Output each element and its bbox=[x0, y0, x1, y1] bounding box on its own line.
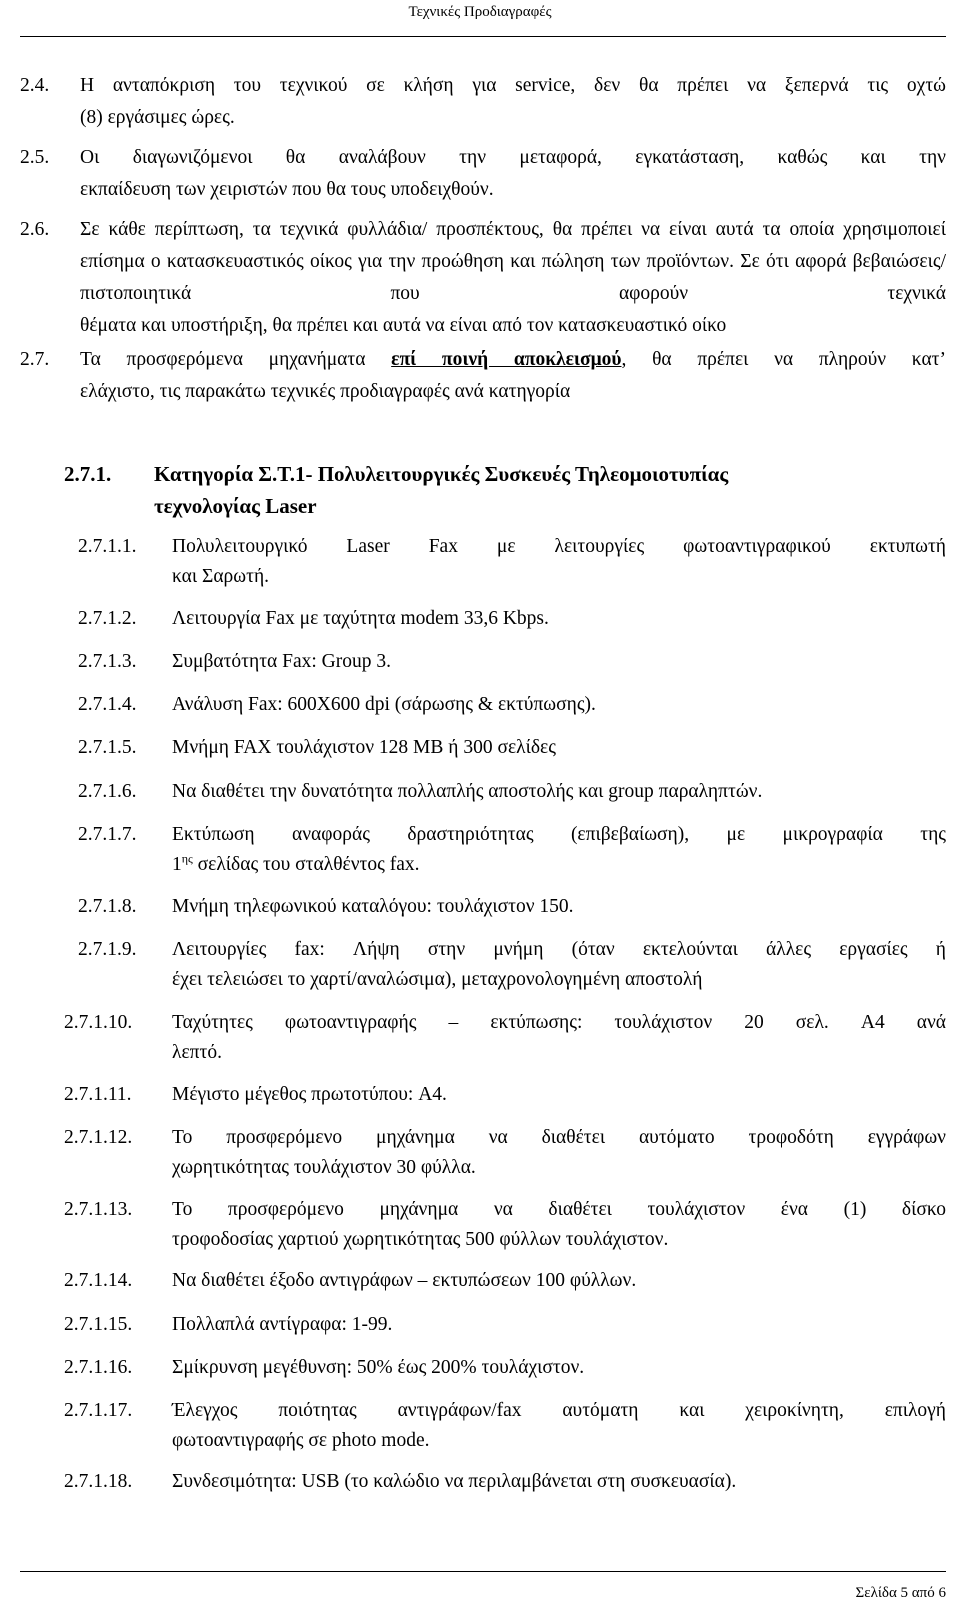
spec-item bbox=[64, 1266, 946, 1296]
section-text-line: Η ανταπόκριση του τεχνικού σε κλήση για service, δεν θα πρέπει να ξεπερνά τις οχτώ bbox=[80, 75, 946, 96]
item-text: και Σαρωτή. bbox=[172, 566, 270, 587]
header-divider bbox=[20, 36, 946, 37]
section-2-4 bbox=[20, 70, 946, 134]
spec-item bbox=[64, 820, 946, 880]
item-text: Το προσφερόμενο μηχάνημα να διαθέτει τουλάχιστον ένα (1) δίσκο bbox=[172, 1199, 946, 1220]
item-number: 2.7.1.15. bbox=[64, 1314, 133, 1335]
item-number: 2.7.1.4. bbox=[78, 694, 137, 715]
item-number: 2.7.1.9. bbox=[78, 939, 137, 960]
section-2-6 bbox=[20, 214, 946, 342]
section-number: 2.6. bbox=[20, 219, 50, 240]
section-2-5 bbox=[20, 142, 946, 206]
emphasis-text: επί ποινή αποκλεισμού bbox=[391, 349, 622, 370]
section-number: 2.7. bbox=[20, 349, 50, 370]
item-text: τροφοδοσίας χαρτιού χωρητικότητας 500 φύλλων τουλάχιστον. bbox=[172, 1229, 669, 1250]
spec-item bbox=[64, 1353, 946, 1383]
item-number: 2.7.1.2. bbox=[78, 608, 137, 629]
spec-item bbox=[64, 690, 946, 720]
spec-item bbox=[64, 604, 946, 634]
section-text-line: ελάχιστο, τις παρακάτω τεχνικές προδιαγραφές ανά κατηγορία bbox=[80, 381, 571, 402]
spec-item bbox=[64, 1080, 946, 1110]
spec-item bbox=[64, 1467, 946, 1497]
item-text: Να διαθέτει την δυνατότητα πολλαπλής αποστολής και group παραληπτών. bbox=[172, 781, 763, 802]
spec-item bbox=[64, 1195, 946, 1255]
item-text: Έλεγχος ποιότητας αντιγράφων/fax αυτόματη και χειροκίνητη, επιλογή bbox=[172, 1400, 946, 1421]
spec-item bbox=[64, 647, 946, 677]
item-number: 2.7.1.12. bbox=[64, 1127, 133, 1148]
item-text: Μνήμη τηλεφωνικού καταλόγου: τουλάχιστον 150. bbox=[172, 896, 574, 917]
item-number: 2.7.1.16. bbox=[64, 1357, 133, 1378]
spec-item bbox=[64, 1396, 946, 1456]
item-number: 2.7.1.11. bbox=[64, 1084, 132, 1105]
item-number: 2.7.1.3. bbox=[78, 651, 137, 672]
item-text: Να διαθέτει έξοδο αντιγράφων – εκτυπώσεων 100 φύλλων. bbox=[172, 1270, 637, 1291]
text-fragment: Τα προσφερόμενα μηχανήματα bbox=[80, 349, 392, 370]
section-number: 2.5. bbox=[20, 147, 50, 168]
item-text: χωρητικότητας τουλάχιστον 30 φύλλα. bbox=[172, 1157, 476, 1178]
text-fragment: 1 bbox=[172, 854, 182, 875]
item-text: Εκτύπωση αναφοράς δραστηριότητας (επιβεβαίωση), με μικρογραφία της bbox=[172, 824, 946, 845]
item-text: Σμίκρυνση μεγέθυνση: 50% έως 200% τουλάχιστον. bbox=[172, 1357, 585, 1378]
section-text-line: Οι διαγωνιζόμενοι θα αναλάβουν την μεταφορά, εγκατάσταση, καθώς και την bbox=[80, 147, 946, 168]
spec-item bbox=[64, 1123, 946, 1183]
section-text-line: (8) εργάσιμες ώρες. bbox=[80, 107, 235, 128]
spec-item bbox=[64, 935, 946, 995]
item-number: 2.7.1.18. bbox=[64, 1471, 133, 1492]
item-number: 2.7.1.14. bbox=[64, 1270, 133, 1291]
item-number: 2.7.1.10. bbox=[64, 1012, 133, 1033]
item-text: Πολυλειτουργικό Laser Fax με λειτουργίες φωτοαντιγραφικού εκτυπωτή bbox=[172, 536, 946, 557]
item-text: Ανάλυση Fax: 600X600 dpi (σάρωσης & εκτύπωσης). bbox=[172, 694, 596, 715]
item-text: Ταχύτητες φωτοαντιγραφής – εκτύπωσης: τουλάχιστον 20 σελ. A4 ανά bbox=[172, 1012, 946, 1033]
category-title-line: Κατηγορία Σ.Τ.1- Πολυλειτουργικές Συσκευές Τηλεομοιοτυπίας bbox=[154, 462, 729, 486]
page-header: Τεχνικές Προδιαγραφές bbox=[408, 4, 552, 20]
item-text bbox=[172, 850, 946, 880]
item-text: Μέγιστο μέγεθος πρωτοτύπου: A4. bbox=[172, 1084, 447, 1105]
item-text: έχει τελειώσει το χαρτί/αναλώσιμα), μεταχρονολογημένη αποστολή bbox=[172, 969, 703, 990]
text-fragment: , θα πρέπει να πληρούν κατ’ bbox=[621, 349, 946, 370]
item-text: Συνδεσιμότητα: USB (το καλώδιο να περιλαμβάνεται στη συσκευασία). bbox=[172, 1471, 737, 1492]
section-text-line: θέματα και υποστήριξη, θα πρέπει και αυτά να είναι από τον κατασκευαστικό οίκο bbox=[80, 315, 727, 336]
section-text-line: εκπαίδευση των χειριστών που θα τους υποδειχθούν. bbox=[80, 179, 494, 200]
item-text: φωτοαντιγραφής σε photo mode. bbox=[172, 1430, 430, 1451]
spec-item bbox=[64, 1310, 946, 1340]
section-number: 2.4. bbox=[20, 75, 50, 96]
section-text-line bbox=[80, 344, 946, 376]
item-text: Μνήμη FAX τουλάχιστον 128 MB ή 300 σελίδες bbox=[172, 737, 556, 758]
section-2-7 bbox=[20, 344, 946, 408]
item-text: Λειτουργίες fax: Λήψη στην μνήμη (όταν εκτελούνται άλλες εργασίες ή bbox=[172, 939, 946, 960]
item-text: λεπτό. bbox=[172, 1042, 222, 1063]
ordinal-suffix: ης bbox=[181, 851, 193, 866]
item-text: Το προσφερόμενο μηχάνημα να διαθέτει αυτόματο τροφοδότη εγγράφων bbox=[172, 1127, 946, 1148]
item-text: Πολλαπλά αντίγραφα: 1-99. bbox=[172, 1314, 393, 1335]
item-number: 2.7.1.6. bbox=[78, 781, 137, 802]
item-number: 2.7.1.8. bbox=[78, 896, 137, 917]
footer-divider bbox=[20, 1571, 946, 1572]
category-title-line: τεχνολογίας Laser bbox=[154, 494, 317, 518]
spec-item bbox=[64, 1008, 946, 1068]
spec-item bbox=[64, 532, 946, 592]
item-number: 2.7.1.7. bbox=[78, 824, 137, 845]
item-text: Λειτουργία Fax με ταχύτητα modem 33,6 Kbps. bbox=[172, 608, 549, 629]
category-heading bbox=[64, 458, 904, 522]
spec-item bbox=[64, 777, 946, 807]
text-fragment: σελίδας του σταλθέντος fax. bbox=[192, 854, 420, 875]
page-footer: Σελίδα 5 από 6 bbox=[855, 1585, 946, 1601]
item-number: 2.7.1.13. bbox=[64, 1199, 133, 1220]
item-number: 2.7.1.5. bbox=[78, 737, 137, 758]
category-number: 2.7.1. bbox=[64, 462, 112, 486]
spec-item bbox=[64, 733, 946, 763]
item-number: 2.7.1.1. bbox=[78, 536, 137, 557]
item-text: Συμβατότητα Fax: Group 3. bbox=[172, 651, 392, 672]
section-text-paragraph: Σε κάθε περίπτωση, τα τεχνικά φυλλάδια/ προσπέκτους, θα πρέπει να είναι αυτά τα οποία χρησιμοποιεί επίσημα ο κατασκευαστικός οίκος για την προώθηση και πώληση των προϊόντων. Σε ότι αφορά βεβαιώσεις/ πιστοποιητικά που αφορούν τεχνικά bbox=[80, 219, 946, 304]
item-number: 2.7.1.17. bbox=[64, 1400, 133, 1421]
spec-item bbox=[64, 892, 946, 922]
